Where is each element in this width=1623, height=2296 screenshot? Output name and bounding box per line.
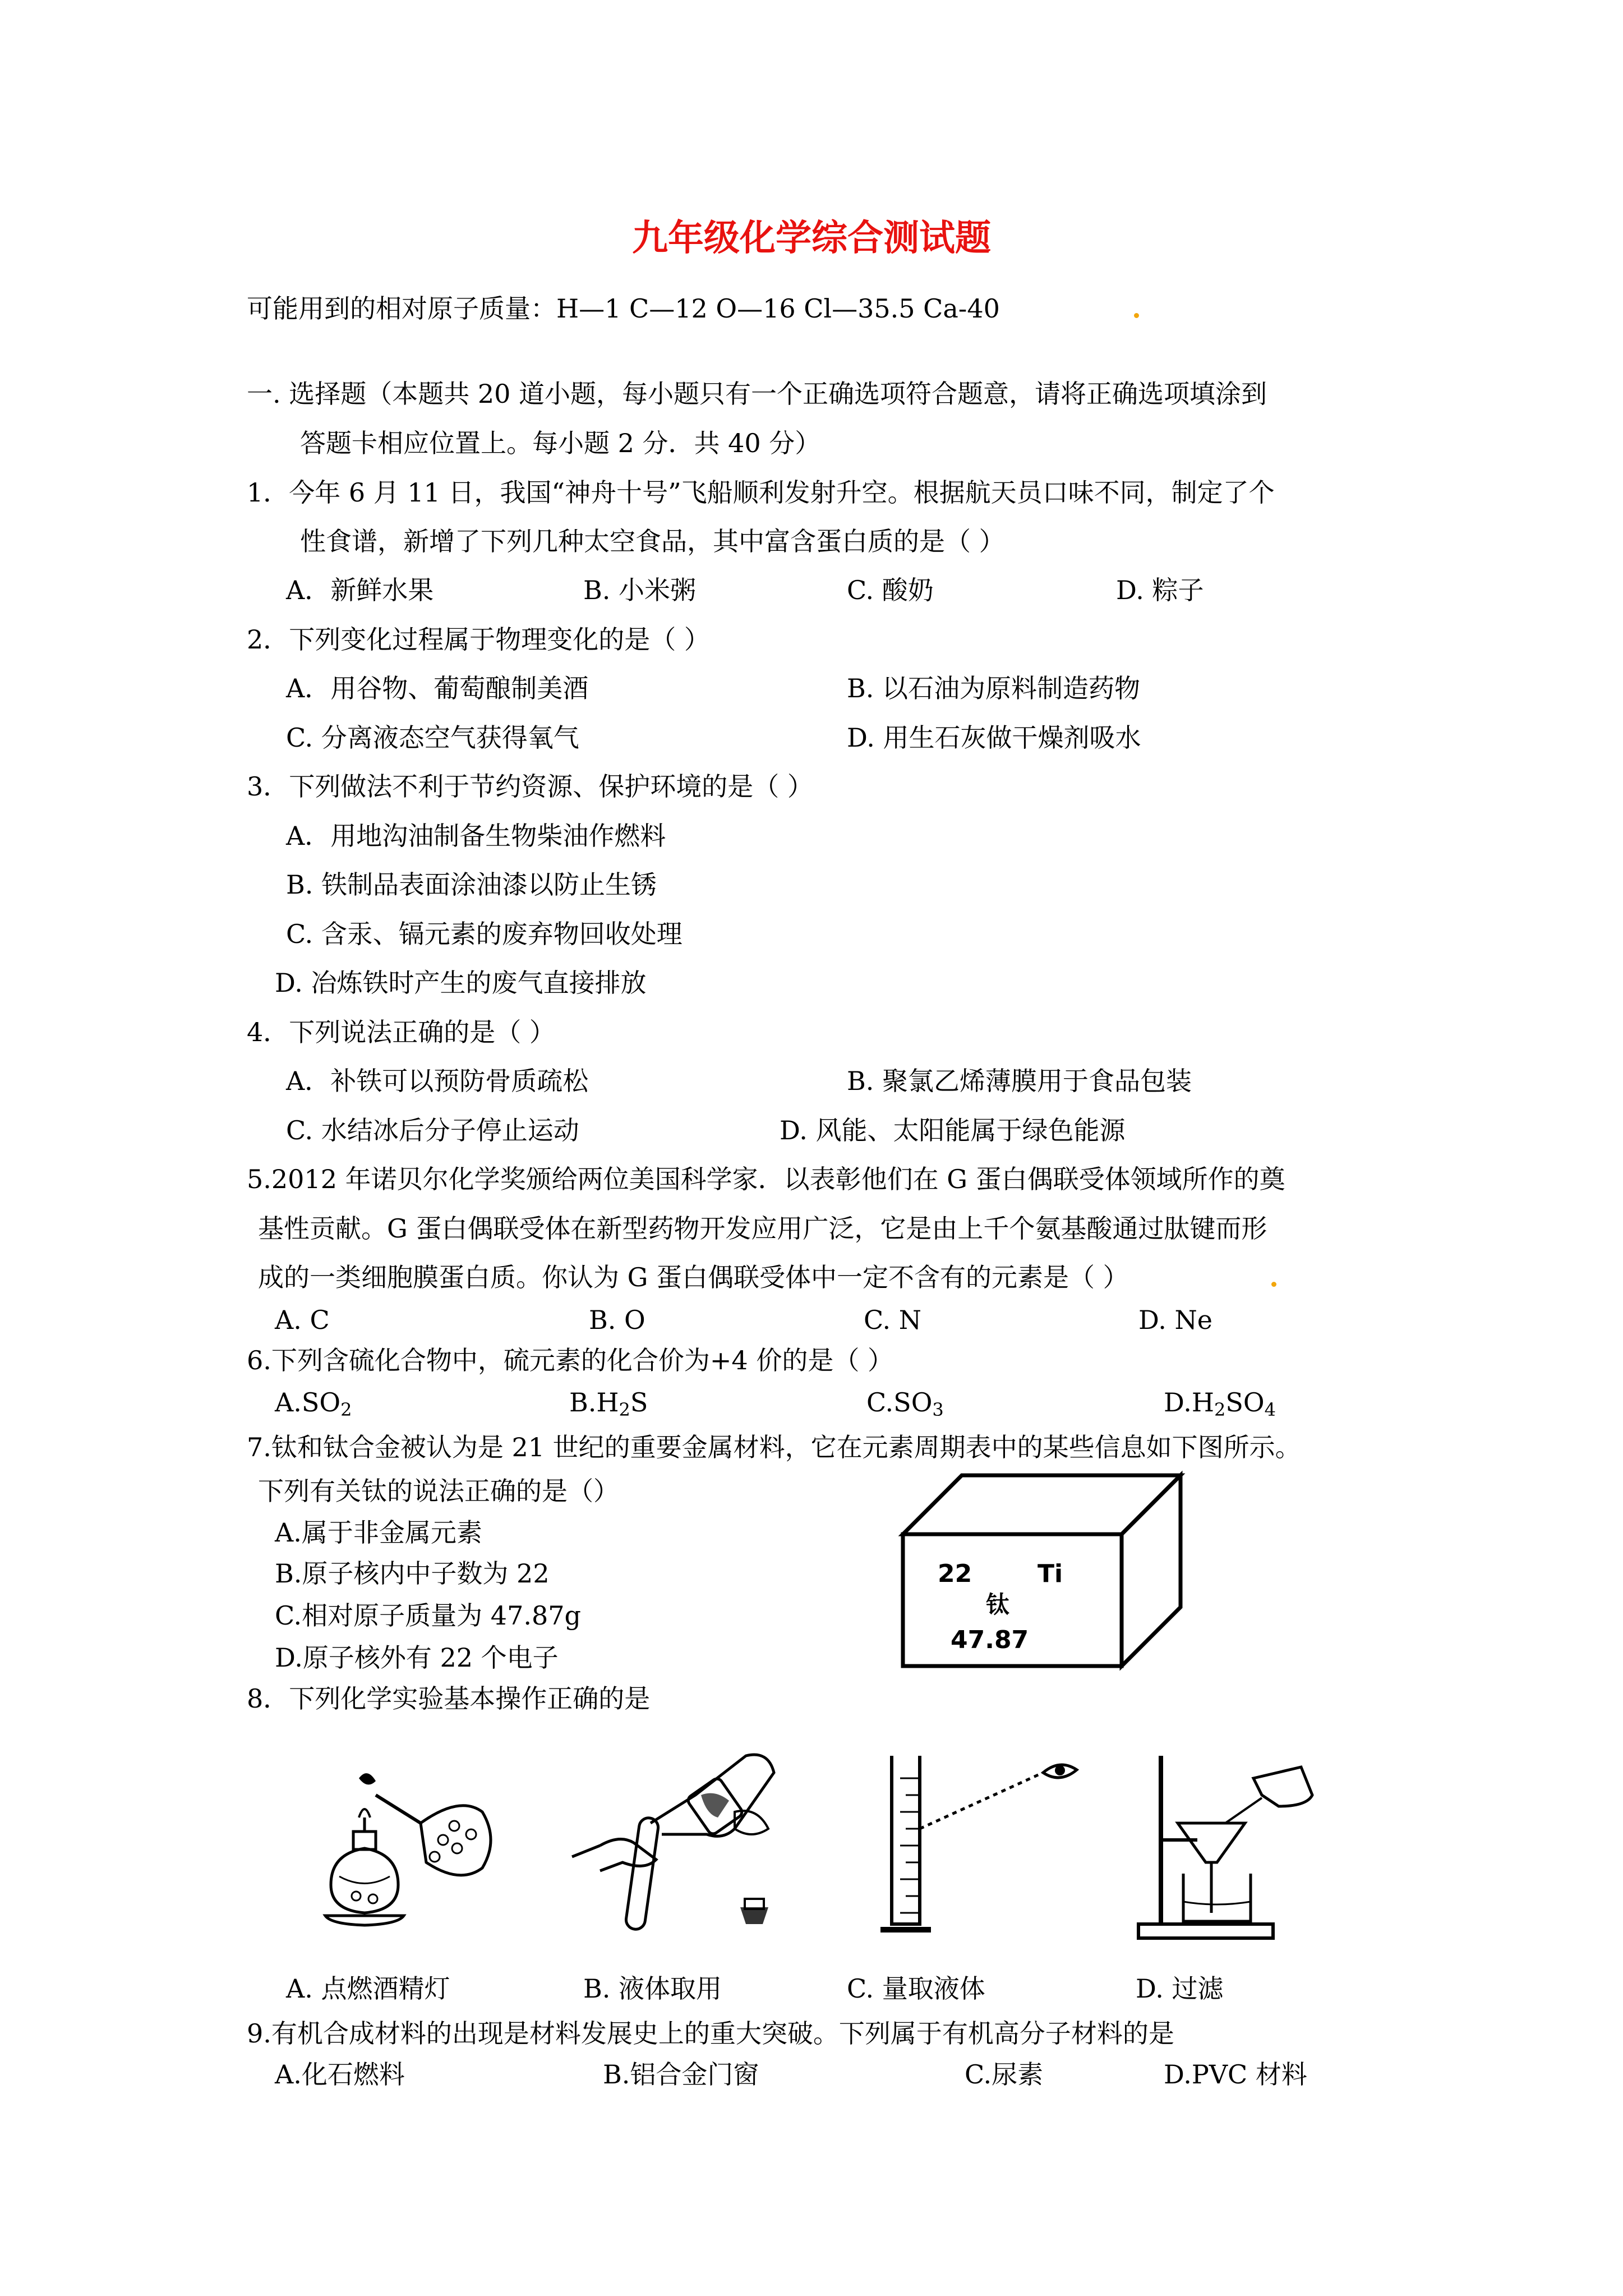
- q6-option-a: $A.SO_2$: [275, 1387, 352, 1420]
- q7-stem-line1: 7.钛和钛合金被认为是 21 世纪的重要金属材料，它在元素周期表中的某些信息如下图所示。: [247, 1432, 1301, 1462]
- q5-option-d: D. Ne: [1138, 1305, 1212, 1335]
- q5-stem-line3: 成的一类细胞膜蛋白质。你认为 G 蛋白偶联受体中一定不含有的元素是（ ）: [258, 1262, 1129, 1292]
- q1-option-a: A．新鲜水果: [286, 575, 434, 605]
- decorative-dot: [1271, 1282, 1276, 1287]
- element-symbol: Ti: [1038, 1559, 1063, 1588]
- liquid-pouring-icon: [566, 1745, 785, 1941]
- q9-option-c: C.尿素: [965, 2059, 1044, 2090]
- atomic-mass-line: 可能用到的相对原子质量：H—1 C—12 O—16 Cl—35.5 Ca-40: [247, 293, 1000, 324]
- titanium-element-figure: [897, 1470, 1189, 1672]
- q3-option-a: A．用地沟油制备生物柴油作燃料: [286, 821, 666, 851]
- q9-option-d: D.PVC 材料: [1164, 2059, 1307, 2090]
- q2-option-a: A．用谷物、葡萄酿制美酒: [286, 673, 589, 703]
- q6-option-d: $D.H_2SO_4$: [1164, 1387, 1276, 1420]
- q7-option-c: C.相对原子质量为 47.87g: [275, 1600, 581, 1631]
- q4-option-c: C. 水结冰后分子停止运动: [286, 1115, 579, 1145]
- element-atomic-number: 22: [938, 1559, 972, 1588]
- q5-stem-line2: 基性贡献。G 蛋白偶联受体在新型药物开发应用广泛，它是由上千个氨基酸通过肽键而形: [258, 1213, 1267, 1244]
- q1-stem-line1: 1．今年 6 月 11 日，我国“神舟十号”飞船顺利发射升空。根据航天员口味不同，制定了个: [247, 477, 1275, 508]
- section-instructions-line1: 一. 选择题（本题共 20 道小题，每小题只有一个正确选项符合题意，请将正确选项填涂到: [247, 379, 1267, 409]
- q1-option-c: C. 酸奶: [847, 575, 934, 605]
- q7-option-d: D.原子核外有 22 个电子: [275, 1642, 559, 1673]
- q3-option-d: D. 冶炼铁时产生的废气直接排放: [275, 968, 647, 998]
- q2-stem: 2．下列变化过程属于物理变化的是（ ）: [247, 624, 710, 655]
- q5-option-a: A. C: [275, 1305, 330, 1335]
- q6-option-c: $C.SO_3$: [866, 1387, 944, 1420]
- q1-option-b: B. 小米粥: [583, 575, 697, 605]
- page-title: 九年级化学综合测试题: [632, 217, 991, 259]
- q5-option-c: C. N: [864, 1305, 922, 1335]
- q8-stem: 8．下列化学实验基本操作正确的是: [247, 1683, 651, 1714]
- q3-option-c: C. 含汞、镉元素的废弃物回收处理: [286, 919, 683, 949]
- q2-option-b: B. 以石油为原料制造药物: [847, 673, 1141, 703]
- q3-stem: 3．下列做法不利于节约资源、保护环境的是（ ）: [247, 771, 813, 802]
- element-name: 钛: [986, 1591, 1010, 1618]
- q8-option-c: C. 量取液体: [847, 1973, 985, 2004]
- q4-stem: 4．下列说法正确的是（ ）: [247, 1017, 555, 1047]
- graduated-cylinder-icon: [875, 1745, 1088, 1941]
- q3-option-b: B. 铁制品表面涂油漆以防止生锈: [286, 869, 657, 900]
- section-instructions-line2: 答题卡相应位置上。每小题 2 分．共 40 分）: [300, 428, 821, 458]
- q5-stem-line1: 5.2012 年诺贝尔化学奖颁给两位美国科学家．以表彰他们在 G 蛋白偶联受体领域所作的奠: [247, 1164, 1285, 1194]
- q7-option-a: A.属于非金属元素: [275, 1517, 482, 1548]
- q5-option-b: B. O: [589, 1305, 645, 1335]
- q1-option-d: D. 粽子: [1116, 575, 1204, 605]
- decorative-dot: [1134, 313, 1139, 318]
- q4-option-a: A．补铁可以预防骨质疏松: [286, 1066, 589, 1096]
- q6-option-b: $B.H_2S$: [569, 1387, 648, 1420]
- q9-stem: 9.有机合成材料的出现是材料发展史上的重大突破。下列属于有机高分子材料的是: [247, 2018, 1174, 2049]
- q2-option-d: D. 用生石灰做干燥剂吸水: [847, 723, 1141, 753]
- q2-option-c: C. 分离液态空气获得氧气: [286, 723, 579, 753]
- q8-option-d: D. 过滤: [1136, 1973, 1224, 2004]
- q7-option-b: B.原子核内中子数为 22: [275, 1558, 550, 1589]
- filtration-icon: [1133, 1745, 1329, 1947]
- q9-option-a: A.化石燃料: [275, 2059, 405, 2090]
- q4-option-d: D. 风能、太阳能属于绿色能源: [780, 1115, 1126, 1145]
- q4-option-b: B. 聚氯乙烯薄膜用于食品包装: [847, 1066, 1192, 1096]
- q8-option-a: A. 点燃酒精灯: [286, 1973, 450, 2004]
- q6-stem: 6.下列含硫化合物中，硫元素的化合价为+4 价的是（ ）: [247, 1345, 893, 1375]
- element-mass: 47.87: [951, 1626, 1029, 1654]
- q1-stem-line2: 性食谱，新增了下列几种太空食品，其中富含蛋白质的是（ ）: [300, 526, 1005, 556]
- alcohol-lamp-icon: [314, 1756, 499, 1930]
- q8-option-b: B. 液体取用: [583, 1973, 722, 2004]
- q7-stem-line2: 下列有关钛的说法正确的是（）: [258, 1476, 619, 1506]
- q9-option-b: B.铝合金门窗: [603, 2059, 759, 2090]
